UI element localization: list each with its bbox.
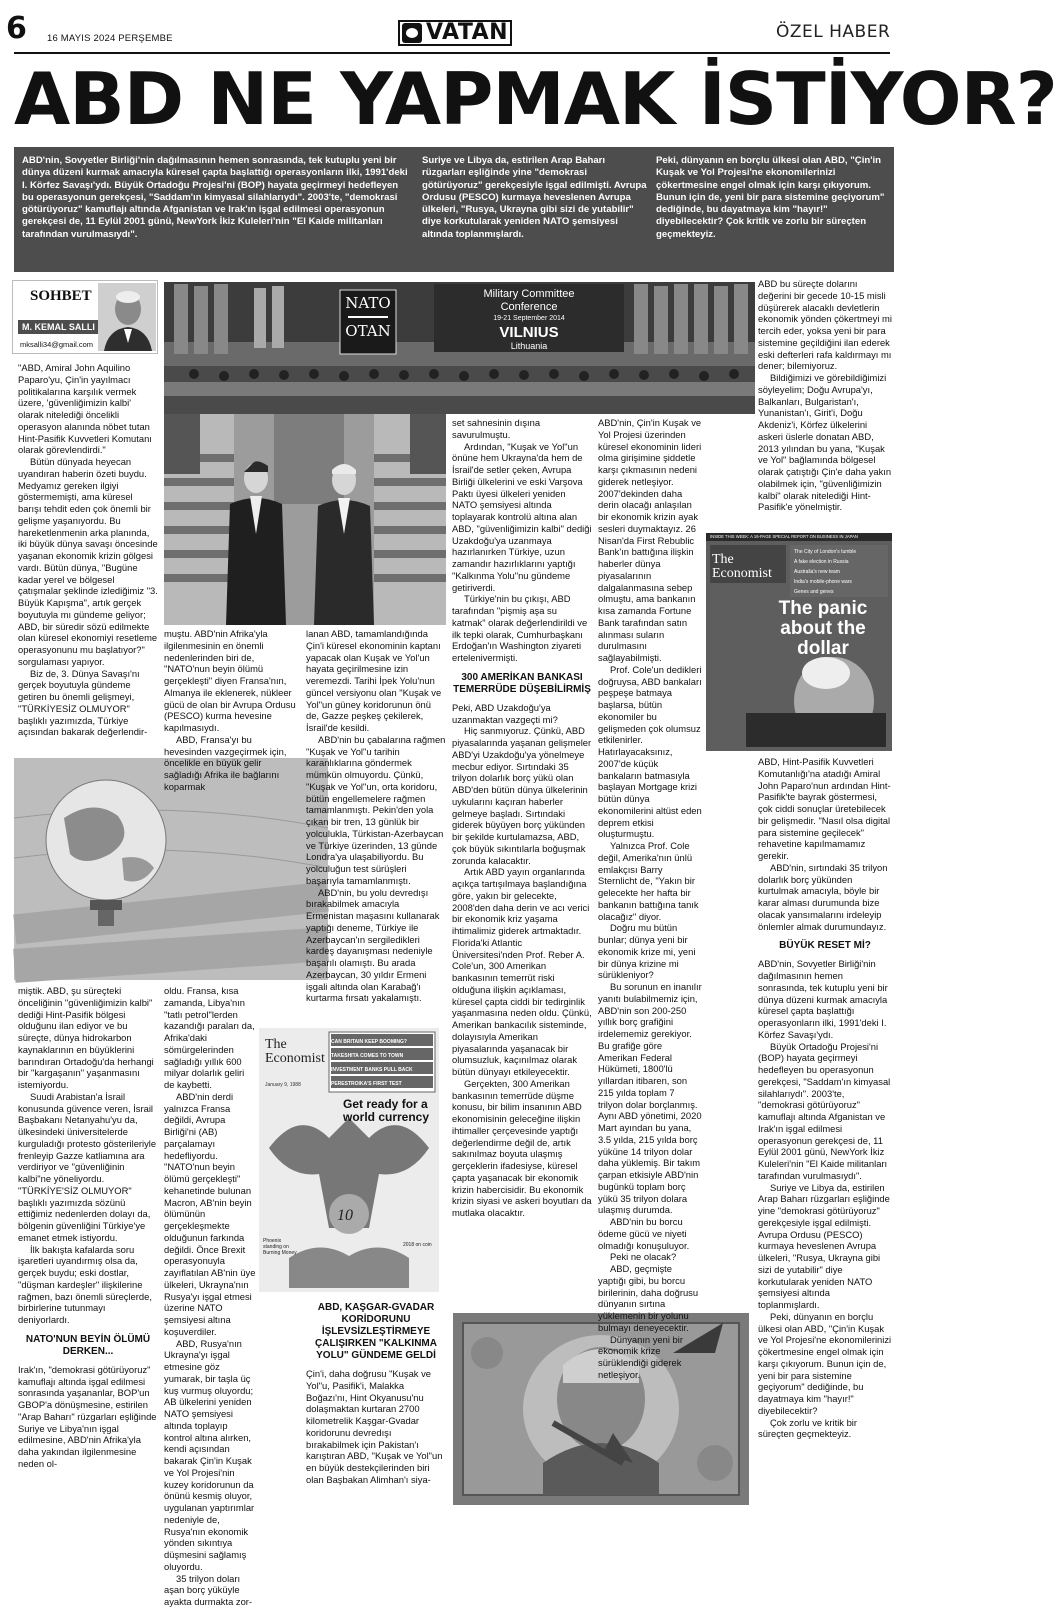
- author-name: M. KEMAL SALLI: [18, 320, 104, 334]
- page-number: 6: [6, 11, 27, 46]
- paragraph: Prof. Cole'un dedikleri doğruysa, ABD bankaları peşpeşe batmaya başlarsa, bütün ekonomiler bu gelişmeden çok olumsuz etkilenirler. Hatırlayacaksınız, 2007'de küçük bankaların batmasıyla başlayan Mortgage krizi bütün dünya ekonomilerini altüst eden deprem etkisi oluşturmuştu.: [598, 663, 702, 840]
- article-col-6-top: [758, 278, 892, 530]
- nato-banner-line-1: Military Committee: [483, 288, 575, 300]
- article-col-1-bottom: [18, 985, 158, 1503]
- paragraph: muştu. ABD'nin Afrika'yla ilgilenmesinin en önemli nedenlerinden biri de, "NATO'nun beyin ölümü gerçekleşti" diyen Fransa'nın, Almanya ile eklenerek, nükleer gücü de olan bir Avrupa Ordusu (PESCO) kurma hevesine kapılmasıydı.: [164, 628, 296, 733]
- article-col-2-mid: [164, 628, 300, 792]
- economist-2-item: CAN BRITAIN KEEP BOOMING?: [331, 1039, 407, 1045]
- lede-col-2: Suriye ve Libya da, estirilen Arap Baharı rüzgarları eşliğinde yine "demokrasi götürüyoruz" gerekçesiyle işgal edilmişti. Avrupa Ordusu (PESCO) kurmaya heveslenen Avrupa ülkeleri, "Rusya, Ukrayna gibi sizi de yutabilir" diye korkutularak yeniden NATO şemsiyesi altında toplanmışlardı.: [422, 155, 647, 240]
- svg-text:10: 10: [337, 1207, 353, 1224]
- economist-1-item: The City of London's tumble: [794, 549, 857, 555]
- economist-2-item: TAKESHITA COMES TO TOWN: [331, 1053, 404, 1059]
- section-label: ÖZEL HABER: [776, 22, 891, 42]
- paragraph: Türkiye'nin bu çıkışı, ABD tarafından "pişmiş aşa su katmak" olarak değerlendirildi ve ilk tepki olarak, Cumhurbaşkanı Erdoğan'ın Washington ziyareti ertelenivermişti.: [452, 593, 588, 663]
- paragraph: Irak'ın, "demokrasi götürüyoruz" kamuflajı altında işgal edilmesi sonrasında yaşananlar, BOP'un GBOP'a dönüşmesine, estirilen "Arap Baharı" rüzgarları eşliğinde Suriye ve Libya'nın işgal edilmesine, ABD'nin Afrika'yla daha yakından ilgilenmesine neden ol-: [18, 1363, 157, 1469]
- paragraph: ABD, Hint-Pasifik Kuvvetleri Komutanlığı'na atadığı Amiral John Paparo'nun ardından Hint-Pasifik'te bayrak göstermesi, çok ciddi sonuçlar üretebilecek bir gelişmedir. "Nasıl olsa digital para sistemine geçilecek" rehavetine kapılmamamız gerekir.: [758, 756, 891, 861]
- author-email[interactable]: mksalli34@gmail.com: [20, 340, 94, 349]
- subheading: BÜYÜK RESET Mİ?: [779, 940, 871, 952]
- header-rule: [14, 52, 890, 54]
- economist-2-item: PERESTROIKA'S FIRST TEST: [331, 1081, 402, 1087]
- paragraph: Biz de, 3. Dünya Savaşı'nı gerçek boyutuyla gündeme getiren bu önemli gelişmeyi, "TÜRKİYESİZ OLMUYOR" başlıklı yazımızda, Türkiye açısından bakarak değerlendir-: [18, 667, 148, 738]
- column-name: SOHBET: [30, 288, 92, 304]
- paragraph: Peki, dünyanın en borçlu ülkesi olan ABD, "Çin'in Kuşak ve Yol Projesi'ne ekonomilerinizi çökertmesine engel olmak için karşı çıkıyorum. Bunun için de, yeni bir para sistemine geçiyorum" dediğinde, bu dayatmaya kim "hayır!" diyebilecektir?: [758, 1310, 892, 1416]
- paragraph: Hiç sanmıyoruz. Çünkü, ABD piyasalarında yaşanan gelişmeler ABD'yi Uzakdoğu'ya yönelmeye mecbur ediyor. Sırtındaki 35 trilyon dolarlık borç yükü olan ABD'den bütün dünya ülkelerinin uykularını kaçıran haberler gelmeye başladı. Sırtındaki giderek büyüyen borç yükünden bir şekilde kurtulamazsa, ABD, çok büyük sıkıntılarla boğuşmak zorunda kalacaktır.: [452, 725, 592, 866]
- article-col-3-mid: [306, 628, 446, 1024]
- economist-1-item: A fake election in Russia: [794, 559, 849, 565]
- article-col-5: [598, 417, 702, 1380]
- paragraph: Ardından, "Kuşak ve Yol"un önüne hem Ukrayna'da hem de İsrail'de setler çeken, Avrupa Birliği ülkelerini ve eski Varşova Paktı üyesi ülkeleri yeniden NATO şemsiyesi altında toplayarak kontrolü altına alan ABD, "güvenliğimizin kalbi" dediği Uzakdoğu'ya uzanmaya hazırlanırken Türkiye, uzun zamandır hazırlıklarını yaptığı "Kalkınma Yolu"nu gündeme getiriverdi.: [452, 440, 592, 593]
- economist-1-title: The panic about the dollar: [778, 598, 868, 659]
- paragraph: Doğru mu bütün bunlar; dünya yeni bir ekonomik krize mi, yeni bir dünya krizine mi sürükleniyor?: [598, 922, 696, 981]
- economist-1-item: Genes and genes: [794, 589, 834, 595]
- economist-cover-dollar: [706, 533, 892, 751]
- paragraph: ABD bu süreçte dolarını değerini bir gecede 10-15 misli düşürerek alacaklı devletlerin ekonomik yönden çökertmeyi mi tercih eder, yoksa yeni bir para sistemine geçildiğini ilan ederek eski defterleri rafa kaldırmayı mı dener; bilemiyoruz.: [758, 278, 892, 372]
- vatan-logo-icon: [402, 23, 422, 43]
- paragraph: ABD, Fransa'yı bu hevesinden vazgeçirmek için, öncelikle en büyük gelir sağladığı Afrika ile bağlarını koparmak: [164, 733, 287, 792]
- article-col-2-bottom: [164, 985, 256, 1607]
- nato-sign-divider: [348, 316, 388, 318]
- paragraph: Gerçekten, 300 Amerikan bankasının temerrüde düşme konusu, bir bilim insanının ABD ekonomisinin geleceğine ilişkin ihtimaller çerçevesinde yaptığı değerlendirme değil de, artık sakınılmaz boyuta ulaşmış gerçeklerin ifadesiyse, küresel çapta yaşanacak bir ekonomik krizin habercisidir. Bu ekonomik krizin siyasi ve askeri boyutları da mutlaka olacaktır.: [452, 1077, 592, 1218]
- economist-1-item: Australia's new team: [794, 569, 840, 575]
- nato-sign-nato: NATO: [345, 294, 391, 312]
- paragraph: Bildiğimizi ve görebildiğimizi söyleyelim; Doğu Avrupa'yı, Balkanları, Bulgaristan'ı, Yunanistan'ı, Girit'i, Doğu Akdeniz'i, Körfez ülkelerini askeri üslerle donatan ABD, 2013 yılından bu yana, "Kuşak ve Yol" bağlamında bölgesel olarak çatıştığı Çin'e daha yakın olabilmek için, "güvenliğimizin kalbi" olarak nitelediği Hint-Pasifik'e yönelmiştir.: [758, 372, 892, 513]
- paragraph: ABD'nin bu borcu ödeme gücü ve niyeti olmadığı konuşuluyor.: [598, 1216, 690, 1251]
- paragraph: Çok zorlu ve kritik bir süreçten geçmekteyiz.: [758, 1416, 857, 1440]
- subheading: ABD, KAŞGAR-GVADAR KORİDORUNU İŞLEVSİZLEŞTİRMEYE ÇALIŞIRKEN "KALKINMA YOLU" GÜNDEME GELDİ: [315, 1302, 437, 1361]
- paragraph: Bütün dünyada heyecan uyandıran haberin özeti buydu. Medyamız gereken ilgiyi göstermemişti, ama küresel barışı tehdit eden çok önemli bir gelişme yaşanıyordu. Bu hareketlenmenin arka planında, iki büyük dünya savaşı öncesinde yaşanan ekonomik krizin gölgesi vardı. Bütün dünya, "Bugüne kadar yerel ve bölgesel çatışmalar şeklinde izlediğimiz "3. Büyük Kapışma", artık gerçek boyutuyla mı gündeme geliyor; ABD, bir süredir sözü edilmekte olan küresel ekonomiyi resetleme operasyonunu mu başlatıyor?" sorgulaması yapıyor.: [18, 456, 158, 667]
- paragraph: Peki, ABD Uzakdoğu'ya uzanmaktan vazgeçti mi?: [452, 701, 558, 725]
- leaders-photo: [164, 414, 446, 625]
- paragraph: ABD'nin, bu yolu devredışı bırakabilmek amacıyla Ermenistan maşasını kullanarak yaptığı deneme, Türkiye ile Azerbaycan'ın sergiledikleri kardeş dayanışması nedeniyle başarılı olamıştı. Bu arada Azerbaycan, 30 yıldır Ermeni işgali altında olan Karabağ'ı kurtarma fırsatı yakalamıştı.: [306, 886, 440, 1004]
- paragraph: Dünyanın yeni bir ekonomik krize sürüklendiği giderek netleşiyor.: [598, 1333, 683, 1380]
- paragraph: Artık ABD yayın organlarında açıkça tartışılmaya başlandığına göre, yakın bir gelecekte, 2008'den daha derin ve acı verici bir ekonomik kriz yaşama ihtimalimiz giderek artmaktadır. Florida'ki Atlantic Üniversitesi'nden Prof. Reber A. Cole'un, 300 Amerikan bankasının temerrüt riski olduğuna ilişkin açıklaması, küresel çapta ciddi bir tedirginlik yaşanmasına neden oldu. Çünkü, Amerikan bankacılık sisteminde, dolayısıyla Amerikan piyasalarında yaşanacak bir olumsuzluk, kaçınılmaz olarak bütün dünyayı etkileyecektir.: [452, 866, 592, 1077]
- nato-banner-line-3: 19-21 September 2014: [493, 315, 565, 322]
- economist-2-phoenix-note: Phoenix standing on Burning Money: [263, 1238, 297, 1256]
- author-portrait: [98, 283, 156, 351]
- economist-2-title: Get ready for a world currency: [343, 1097, 430, 1124]
- paragraph: Bu sorunun en inanılır yanıtı bulabilmemiz için, ABD'nin son 200-250 yıllık borç grafiğini irdelememiz gerekiyor. Bu grafiğe göre Amerikan Federal Hükümeti, 1800'lü yıllardan itibaren, son 215 yılda toplam 7 trilyon dolar borçlanmış. Aynı ABD yönetimi, 2020 Mart ayından bu yana, 3.5 yılda, 215 yılda borç yüküne 14 trilyon dolar daha yüklemiş. Bir takım çarpan etkisiyle ABD'nin bugünkü toplam borç yükü 35 trilyon dolara ulaşmış durumda.: [598, 981, 702, 1216]
- issue-date: 16 MAYIS 2024 PERŞEMBE: [47, 33, 173, 44]
- lede-col-1: ABD'nin, Sovyetler Birliği'nin dağılmasının hemen sonrasında, tek kutuplu yeni bir dünya düzeni kurmak amacıyla küresel çapta başlattığı operasyonların ilki, 1991'deki I. Körfez Savaşı'ydı. Büyük Ortadoğu Projesi'ni (BOP) hayata geçirmeyi hedefleyen bu operasyonun gerekçesi, "Saddam'ın kimyasal silahlarıydı". 2003'te, "demokrasi götürüyoruz" kamuflajı altında Afganistan ve Irak'ın işgal edilmesi operasyonun gerekçesi de, 11 Eylül 2001 günü, NewYork İkiz Kuleleri'nin "El Kaide militanları tarafından vurulmasıydı".: [22, 155, 408, 240]
- paragraph: ABD'nin, Çin'in Kuşak ve Yol Projesi üzerinden küresel ekonominin lideri olma girişimine şiddetle karşı çıkmasının nedeni giderek netleşiyor. 2007'dekinden daha derin olacağı anlaşılan bir ekonomik krizin ayak sesleri duymaktayız. 26 Nisan'da First Rebublic Bank'ın battığına ilişkin haberler dünya piyasalarının dalgalanmasına sebep olmuştu, ama bankanın kısa zamanda Fortune Bank tarafından satın alınması suların durulmasını sağlayabilmişti.: [598, 417, 702, 663]
- economist-1-topline: INSIDE THIS WEEK: A 16-PAGE SPECIAL REPORT ON BUSINESS IN JAPAN: [710, 534, 858, 539]
- paragraph: ABD'nin, Sovyetler Birliği'nin dağılmasının hemen sonrasında, tek kutuplu yeni bir dünya düzeni kurmak amacıyla küresel çapta başlattığı operasyonların ilki, 1991'deki I. Körfez Savaşı'ydı.: [758, 958, 888, 1040]
- paragraph: Suudi Arabistan'a İsrail konusunda güvence veren, İsrail Başbakanı Netanyahu'yu da, ülkesindeki üniversitelerde kurguladığı protesto gösterileriyle frenleyip Gazze katliamına ara verdiriyor ve "güvenliğinin kalbi"ne yöneliyordu. "TÜRKİYE'SİZ OLMUYOR" başlıklı yazımızda sözünü ettiğimiz nedenlerden dolayı da, bölgenin güvenliğini Türkiye'ye emanet etmek istiyordu.: [18, 1090, 157, 1243]
- paragraph: Çin'i, daha doğrusu "Kuşak ve Yol"u, Pasifik'i, Malakka Boğazı'nı, Hint Okyanusu'nu dolaşmaktan kurtaran 2700 kilometrelik Kaşgar-Gvadar koridorunu devredışı bırakabilmek için Pakistan'ı karıştıran ABD, "Kuşak ve Yol"un en büyük destekçilerinden biri olan Başbakan Alimhan'ı siya-: [306, 1368, 443, 1485]
- nato-sign-otan: OTAN: [345, 322, 391, 340]
- paragraph: ABD'nin, sırtındaki 35 trilyon dolarlık borç yükünden kurtulmak amacıyla, böyle bir karar alması durumunda bize olacak yansımalarını irdeleyip önlemler almak durumundayız.: [758, 861, 888, 932]
- economist-cover-world-currency: [259, 1028, 439, 1292]
- article-col-3-bottom: [306, 1294, 446, 1503]
- paragraph: Peki ne olacak?: [610, 1251, 677, 1263]
- economist-2-coin-note: 2018 on coin: [403, 1242, 432, 1248]
- economist-2-masthead: The Economist: [265, 1037, 325, 1066]
- headline: ABD NE YAPMAK İSTİYOR?: [14, 57, 1057, 141]
- nato-banner-line-4: VILNIUS: [499, 324, 559, 341]
- economist-1-item: India's mobile-phone wars: [794, 579, 852, 585]
- paragraph: Suriye ve Libya da, estirilen Arap Baharı rüzgarları eşliğinde yine "demokrasi götürüyoruz" gerekçesiyle işgal edilmişti. Avrupa Ordusu (PESCO) kurmaya heveslenen Avrupa ülkeleri, "Rusya, Ukrayna gibi sizi de yutabilir" diye korkutularak yeniden NATO şemsiyesi altında toplanmışlardı.: [758, 1181, 890, 1310]
- subheading: 300 AMERİKAN BANKASI TEMERRÜDE DÜŞEBİLİRMİŞ: [453, 671, 591, 695]
- economist-1-masthead: The Economist: [712, 552, 772, 581]
- paragraph: ABD, Rusya'nın Ukrayna'yı işgal etmesine göz yumarak, bir taşla üç kuş vurmuş oluyordu; AB ülkelerini yeniden NATO şemsiyesi altında toplayıp kontrol altına alırken, kendi açısından bakarak Çin'in Kuşak ve Yol Projesi'nin kuzey koridorunun da önünü kesmiş oluyor, uygulanan yaptırımlar nedeniyle de, Rusya'nın ekonomik yönden sıkıntıya düşmesini sağlamış oluyordu.: [164, 1337, 255, 1572]
- paragraph: ABD, geçmişte yaptığı gibi, bu borcu birilerinin, daha doğrusu dünyanın sırtına yüklemenin bir yolunu bulmayı deneyecektir.: [598, 1263, 699, 1333]
- nato-banner-line-2: Conference: [500, 301, 558, 313]
- paragraph: Yalnızca Prof. Cole değil, Amerika'nın ünlü emlakçısı Barry Sternlicht de, "Yakın bir gelecekte her hafta bir bankanın battığına tanık olacağız" diyor.: [598, 840, 699, 922]
- nato-conference-photo: [164, 282, 755, 414]
- logo-text: VATAN: [426, 20, 509, 45]
- paragraph: "ABD, Amiral John Aquilino Paparo'yu, Çin'in yayılmacı politikalarına karşılık vermek üzere, 'güvenliğimizin kalbi' olarak nitelediği öncelikli operasyon alanında nöbet tutan Hint-Pasifik Kuvvetleri Komutanı olarak görevlendirdi.": [18, 362, 152, 456]
- nato-banner-line-5: Lithuania: [510, 341, 548, 351]
- paragraph: set sahnesinin dışına savurulmuştu.: [452, 417, 541, 440]
- paragraph: 35 trilyon doları aşan borç yüküyle ayakta durmakta zor-: [164, 1572, 253, 1607]
- article-col-4: [452, 417, 592, 1311]
- article-col-1-top: [18, 362, 158, 754]
- article-col-6-bottom: [758, 756, 892, 1503]
- paragraph: lanan ABD, tamamlandığında Çin'i küresel ekonominin kaptanı yapacak olan Kuşak ve Yol'un hayata geçirilmesine izin veremezdi. Tarihi İpek Yolu'nun güncel versiyonu olan "Kuşak ve Yol"un güney koridorunun önü de, Gazze peşkeş çekilerek, İsrail'de kesildi.: [306, 628, 442, 733]
- economist-2-item: INVESTMENT BANKS PULL BACK: [331, 1067, 413, 1073]
- lede-col-3: Peki, dünyanın en borçlu ülkesi olan ABD, "Çin'in Kuşak ve Yol Projesi'ne ekonomilerinizi çökertmesine engel olmak için karşı çıkıyorum. Bunun için de, yeni bir para sistemine geçiyorum" dediğinde, bu dayatmaya kim "hayır!" diyebilecektir? Çok kritik ve zorlu bir süreçten geçmekteyiz.: [656, 155, 885, 240]
- paragraph: miştik. ABD, şu süreçteki önceliğinin "güvenliğimizin kalbi" dediği Hint-Pasifik bölgesi olduğunu ilan ediyor ve bu süreçte, dünya hidrokarbon kaynaklarının en büyüklerini barındıran Ortadoğu'da herhangi bir "kargaşanın" yaşanmasını istemiyordu.: [18, 985, 154, 1090]
- newspaper-logo: [398, 20, 512, 46]
- subheading: NATO'NUN BEYİN ÖLÜMÜ DERKEN...: [25, 1333, 151, 1357]
- lede-band: [14, 147, 894, 272]
- paragraph: ABD'nin derdi yalnızca Fransa değildi, Avrupa Birliği'ni (AB) parçalamayı hedefliyordu. "NATO'nun beyin ölümü gerçekleşti" kehanetinde bulunan Macron, AB'nin beyin ölümünün gerçekleşmekte olduğunun farkında değildi. Önce Brexit operasyonuyla zayıflatılan AB'nin üye ülkeleri, Ukrayna'nın Rusya'yı işgal etmesi üzerine NATO şemsiyesi altına koşuverdiler.: [164, 1090, 256, 1337]
- paragraph: ABD'nin bu çabalarına rağmen "Kuşak ve Yol"u tarihin karanlıklarına göndermek mümkün olmuyordu. Çünkü, "Kuşak ve Yol"un, orta koridoru, bütün engellemelere rağmen tamamlanmıştı. Pekin'den yola çıkan bir tren, 13 günlük bir yolculukla, Türkistan-Azerbaycan ve Türkiye üzerinden, 13 günde Londra'ya ulaşabiliyordu. Bu yolculuğun test sürüşleri başarıyla tamamlanmıştı.: [306, 733, 446, 886]
- economist-2-date: January 9, 1988: [265, 1082, 301, 1088]
- paragraph: Büyük Ortadoğu Projesi'ni (BOP) hayata geçirmeyi hedefleyen bu operasyonun gerekçesi, "Saddam'ın kimyasal silahlarıydı". 2003'te, "demokrasi götürüyoruz" kamuflajı altında Afganistan ve Irak'ın işgal edilmesi operasyonun gerekçesi de, 11 Eylül 2001 günü, NewYork İkiz Kuleleri'nin "El Kaide militanları tarafından vurulmasıydı".: [758, 1040, 891, 1181]
- paragraph: oldu. Fransa, kısa zamanda, Libya'nın "tatlı petrol"lerden kazandığı paraları da, Afrika'daki sömürgelerinden sağladığı yıllık 600 milyar dolarlık geliri de kaybetti.: [164, 985, 255, 1090]
- paragraph: İlk bakışta kafalarda soru işaretleri uyandırmış olsa da, gerçek buydu; eski dostlar, "düşman kardeşler" ilişkilerine rağmen, bazı önemli süreçlerde, birbirlerine tutunmayı deniyorlardı.: [18, 1243, 152, 1325]
